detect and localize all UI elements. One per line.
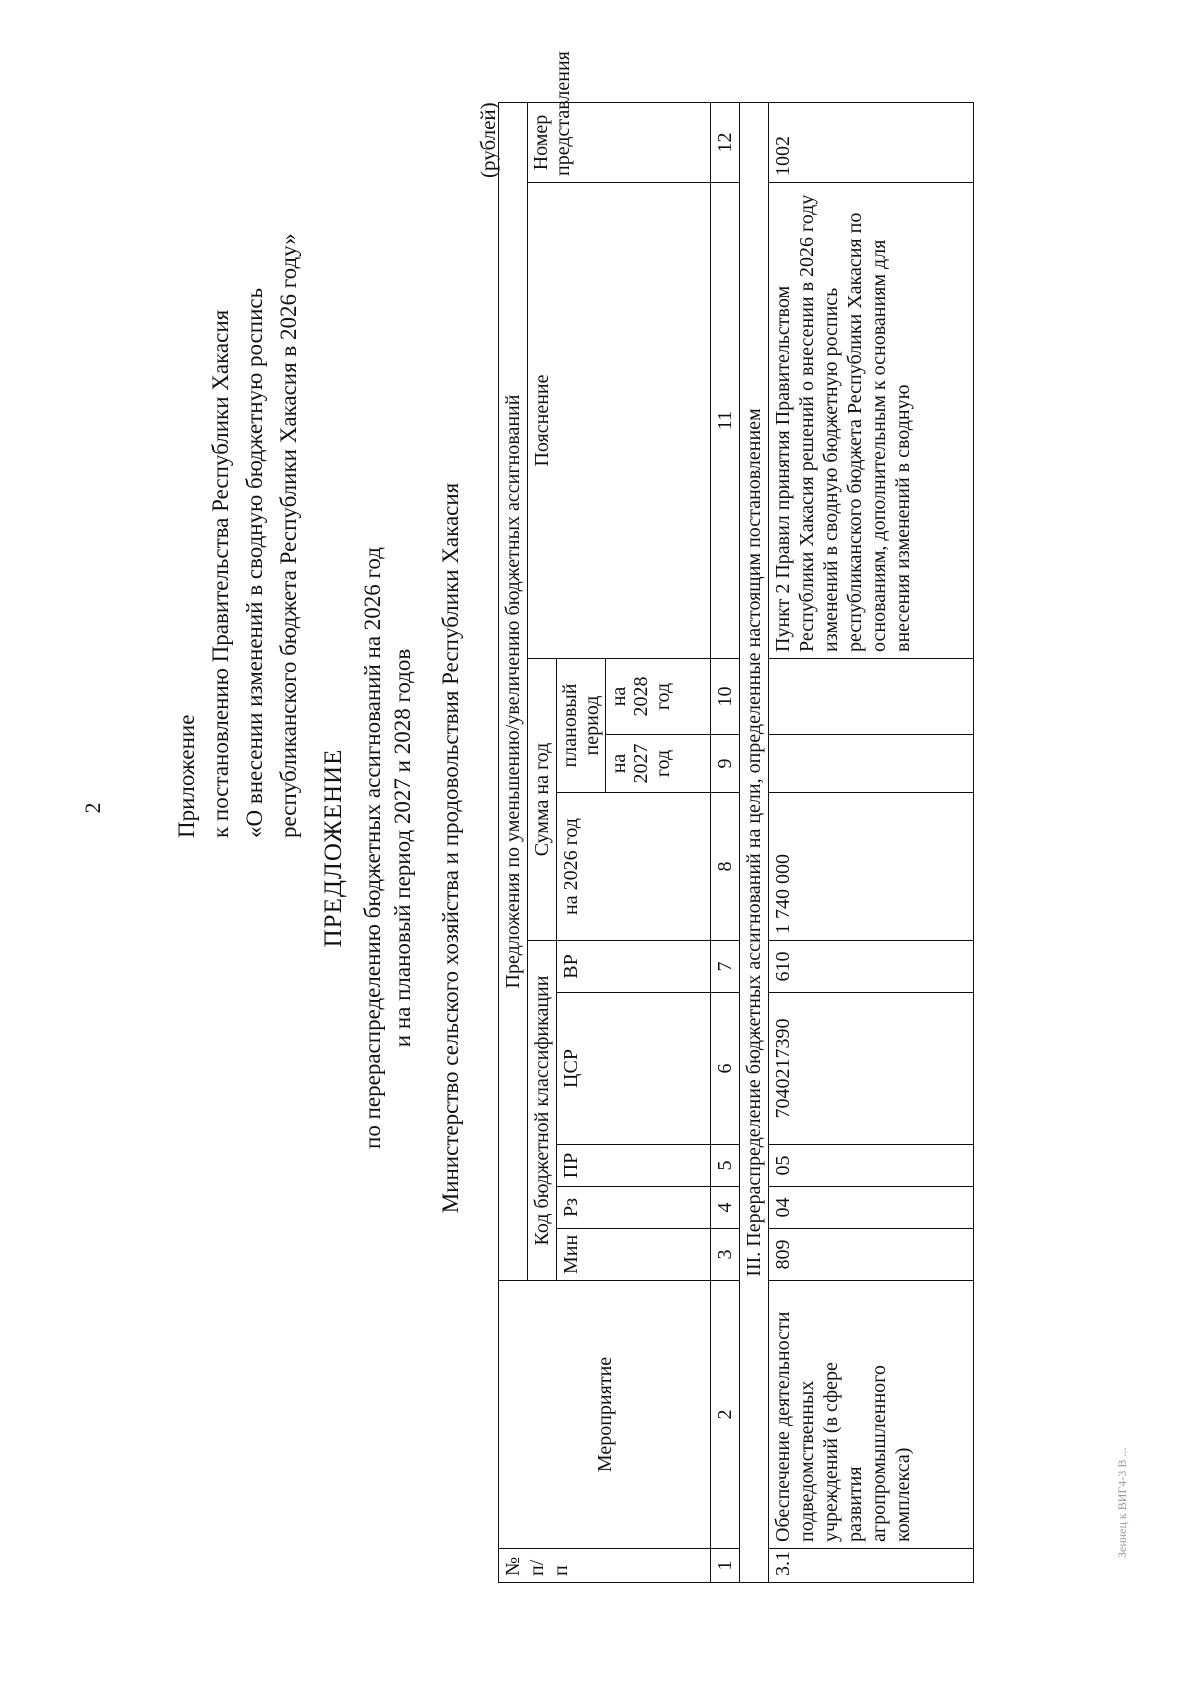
row-y2026: 1 740 000	[769, 793, 974, 941]
header-planned: плановый период	[557, 659, 606, 793]
header-y2027: на 2027 год	[606, 735, 711, 793]
colnum-6: 6	[711, 993, 740, 1145]
colnum-2: 2	[711, 1281, 740, 1549]
section-row	[740, 102, 769, 1582]
header-proposals: Предложения по уменьшению/увеличению бюджетных ассигнований	[499, 102, 528, 1280]
appendix-block	[170, 233, 306, 838]
row-vr: 610	[769, 941, 974, 993]
colnum-7: 7	[711, 941, 740, 993]
header-measure: Мероприятие	[499, 1281, 711, 1549]
section-title: III. Перераспределение бюджетных ассигнований на цели, определенные настоящим постановлением	[740, 102, 769, 1582]
colnum-10: 10	[711, 659, 740, 735]
header-row-1	[499, 102, 528, 1582]
appendix-line-2: к постановлению Правительства Республики Хакасия	[208, 309, 233, 838]
margin-stamp: Зеннец к ВИГ4-3 В ...	[1115, 1447, 1129, 1558]
colnum-5: 5	[711, 1145, 740, 1187]
row-y2027	[769, 735, 974, 793]
row-submission: 1002	[769, 102, 974, 182]
colnum-1: 1	[711, 1549, 740, 1583]
header-min: Мин	[557, 1229, 711, 1281]
header-code-group: Код бюджетной классификации	[528, 941, 557, 1281]
header-sum-group: Сумма на год	[528, 659, 557, 941]
appendix-line-4: республиканского бюджета Республики Хакасия в 2026 году»	[276, 233, 301, 838]
header-rz: Рз	[557, 1187, 711, 1229]
header-y2028: на 2028 год	[606, 659, 711, 735]
row-num: 3.1	[769, 1549, 974, 1583]
appendix-line-3: «О внесении изменений в сводную бюджетную роспись	[242, 287, 267, 838]
column-numbers-row	[711, 102, 740, 1582]
row-y2028	[769, 659, 974, 735]
subtitle-line-1: по перераспределению бюджетных ассигнований на 2026 год	[360, 547, 385, 1149]
document-title: ПРЕДЛОЖЕНИЕ	[320, 748, 347, 948]
row-measure: Обеспечение деятельности подведомственных учреждений (в сфере развития агропромышленного комплекса)	[769, 1281, 974, 1549]
header-y2026: на 2026 год	[557, 793, 711, 941]
colnum-4: 4	[711, 1187, 740, 1229]
header-pr: ПР	[557, 1145, 711, 1187]
colnum-8: 8	[711, 793, 740, 941]
header-submission: Номер представления	[528, 102, 711, 182]
appendix-line-1: Приложение	[174, 714, 199, 838]
row-explanation: Пункт 2 Правил принятия Правительством Республики Хакасия решений о внесении в 2026 году изменений в сводную бюджетную роспись республиканского бюджета Республики Хакасия по основаниям, дополнительным к основаниям для внесения изменений в сводную	[769, 183, 974, 659]
colnum-9: 9	[711, 735, 740, 793]
colnum-12: 12	[711, 102, 740, 182]
row-rz: 04	[769, 1187, 974, 1229]
page-number: 2	[80, 802, 105, 814]
row-pr: 05	[769, 1145, 974, 1187]
proposal-table	[498, 51, 974, 1583]
ministry-name: Министерство сельского хозяйства и продовольствия Республики Хакасия	[438, 482, 463, 1214]
header-explanation: Пояснение	[528, 183, 711, 659]
header-num: № п/п	[499, 1549, 711, 1583]
header-csr: ЦСР	[557, 993, 711, 1145]
document-subtitle	[358, 398, 418, 1298]
colnum-11: 11	[711, 183, 740, 659]
header-vr: ВР	[557, 941, 711, 993]
currency-note: (рублей)	[476, 102, 500, 178]
row-min: 809	[769, 1229, 974, 1281]
subtitle-line-2: и на плановый период 2027 и 2028 годов	[390, 648, 415, 1048]
table-row	[769, 102, 974, 1582]
colnum-3: 3	[711, 1229, 740, 1281]
row-csr: 7040217390	[769, 993, 974, 1145]
